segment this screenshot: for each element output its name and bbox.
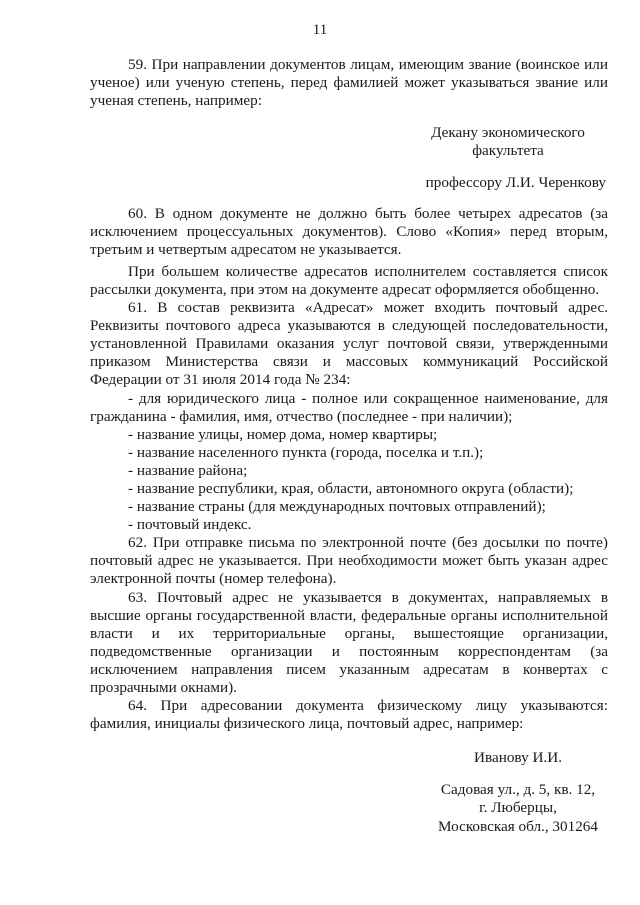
example-line: профессору Л.И. Черенкову (425, 174, 606, 192)
example-addressee-name: Иванову И.И. (474, 749, 562, 767)
paragraph-59: 59. При направлении документов лицам, имеющим звание (воинское или ученое) или ученую степень, перед фамилией может указываться звание или ученая степень, например: (90, 56, 608, 110)
paragraph-60: 60. В одном документе не должно быть более четырех адресатов (за исключением процессуальных документов). Слово «Копия» перед вторым, третьим и четвертым адресатом не указывается. (90, 204, 608, 258)
list-item: - название района; (128, 461, 248, 479)
paragraph-63: 63. Почтовый адрес не указывается в документах, направляемых в высшие органы государственной власти, федеральные органы исполнительной власти и их территориальные органы, вышестоящие организации, подведомственные организации и постоянным корреспондентам (за исключением направления писем указанным адресатам в конвертах с прозрачными окнами). (90, 588, 608, 696)
example-addressee-dean (408, 124, 608, 160)
example-line: Декану экономического (431, 124, 585, 142)
paragraph-62: 62. При отправке письма по электронной почте (без досылки по почте) почтовый адрес не указывается. При необходимости может быть указан адрес электронной почты (номер телефона). (90, 534, 608, 588)
example-line: факультета (472, 142, 544, 160)
example-line: Садовая ул., д. 5, кв. 12, (440, 781, 596, 799)
paragraph-61: 61. В состав реквизита «Адресат» может входить почтовый адрес. Реквизиты почтового адреса указываются в следующей последовательности, установленной Правилами оказания услуг почтовой связи, утвержденными приказом Министерства связи и массовых коммуникаций Российской Федерации от 31 июля 2014 года № 234: (90, 299, 608, 389)
list-item: - почтовый индекс. (128, 516, 252, 534)
paragraph-60-continued: При большем количестве адресатов исполнителем составляется список рассылки документа, при этом на документе адресат оформляется обобщенно. (90, 262, 608, 298)
list-item: - название страны (для международных почтовых отправлений); (128, 498, 546, 516)
list-item: - название республики, края, области, автономного округа (области); (128, 479, 574, 497)
example-line: Московская обл., 301264 (437, 817, 598, 835)
paragraph-64: 64. При адресовании документа физическому лицу указываются: фамилия, инициалы физического лица, почтовый адрес, например: (90, 697, 608, 733)
list-item: - название улицы, номер дома, номер квартиры; (128, 425, 438, 443)
page-number: 11 (312, 22, 328, 38)
document-body (90, 56, 608, 836)
example-postal-address (428, 781, 608, 835)
example-line: г. Люберцы, (479, 799, 557, 817)
list-item: - для юридического лица - полное или сокращенное наименование, для гражданина - фамилия, имя, отчество (последнее - при наличии); (90, 389, 608, 425)
list-item: - название населенного пункта (города, поселка и т.п.); (128, 443, 484, 461)
